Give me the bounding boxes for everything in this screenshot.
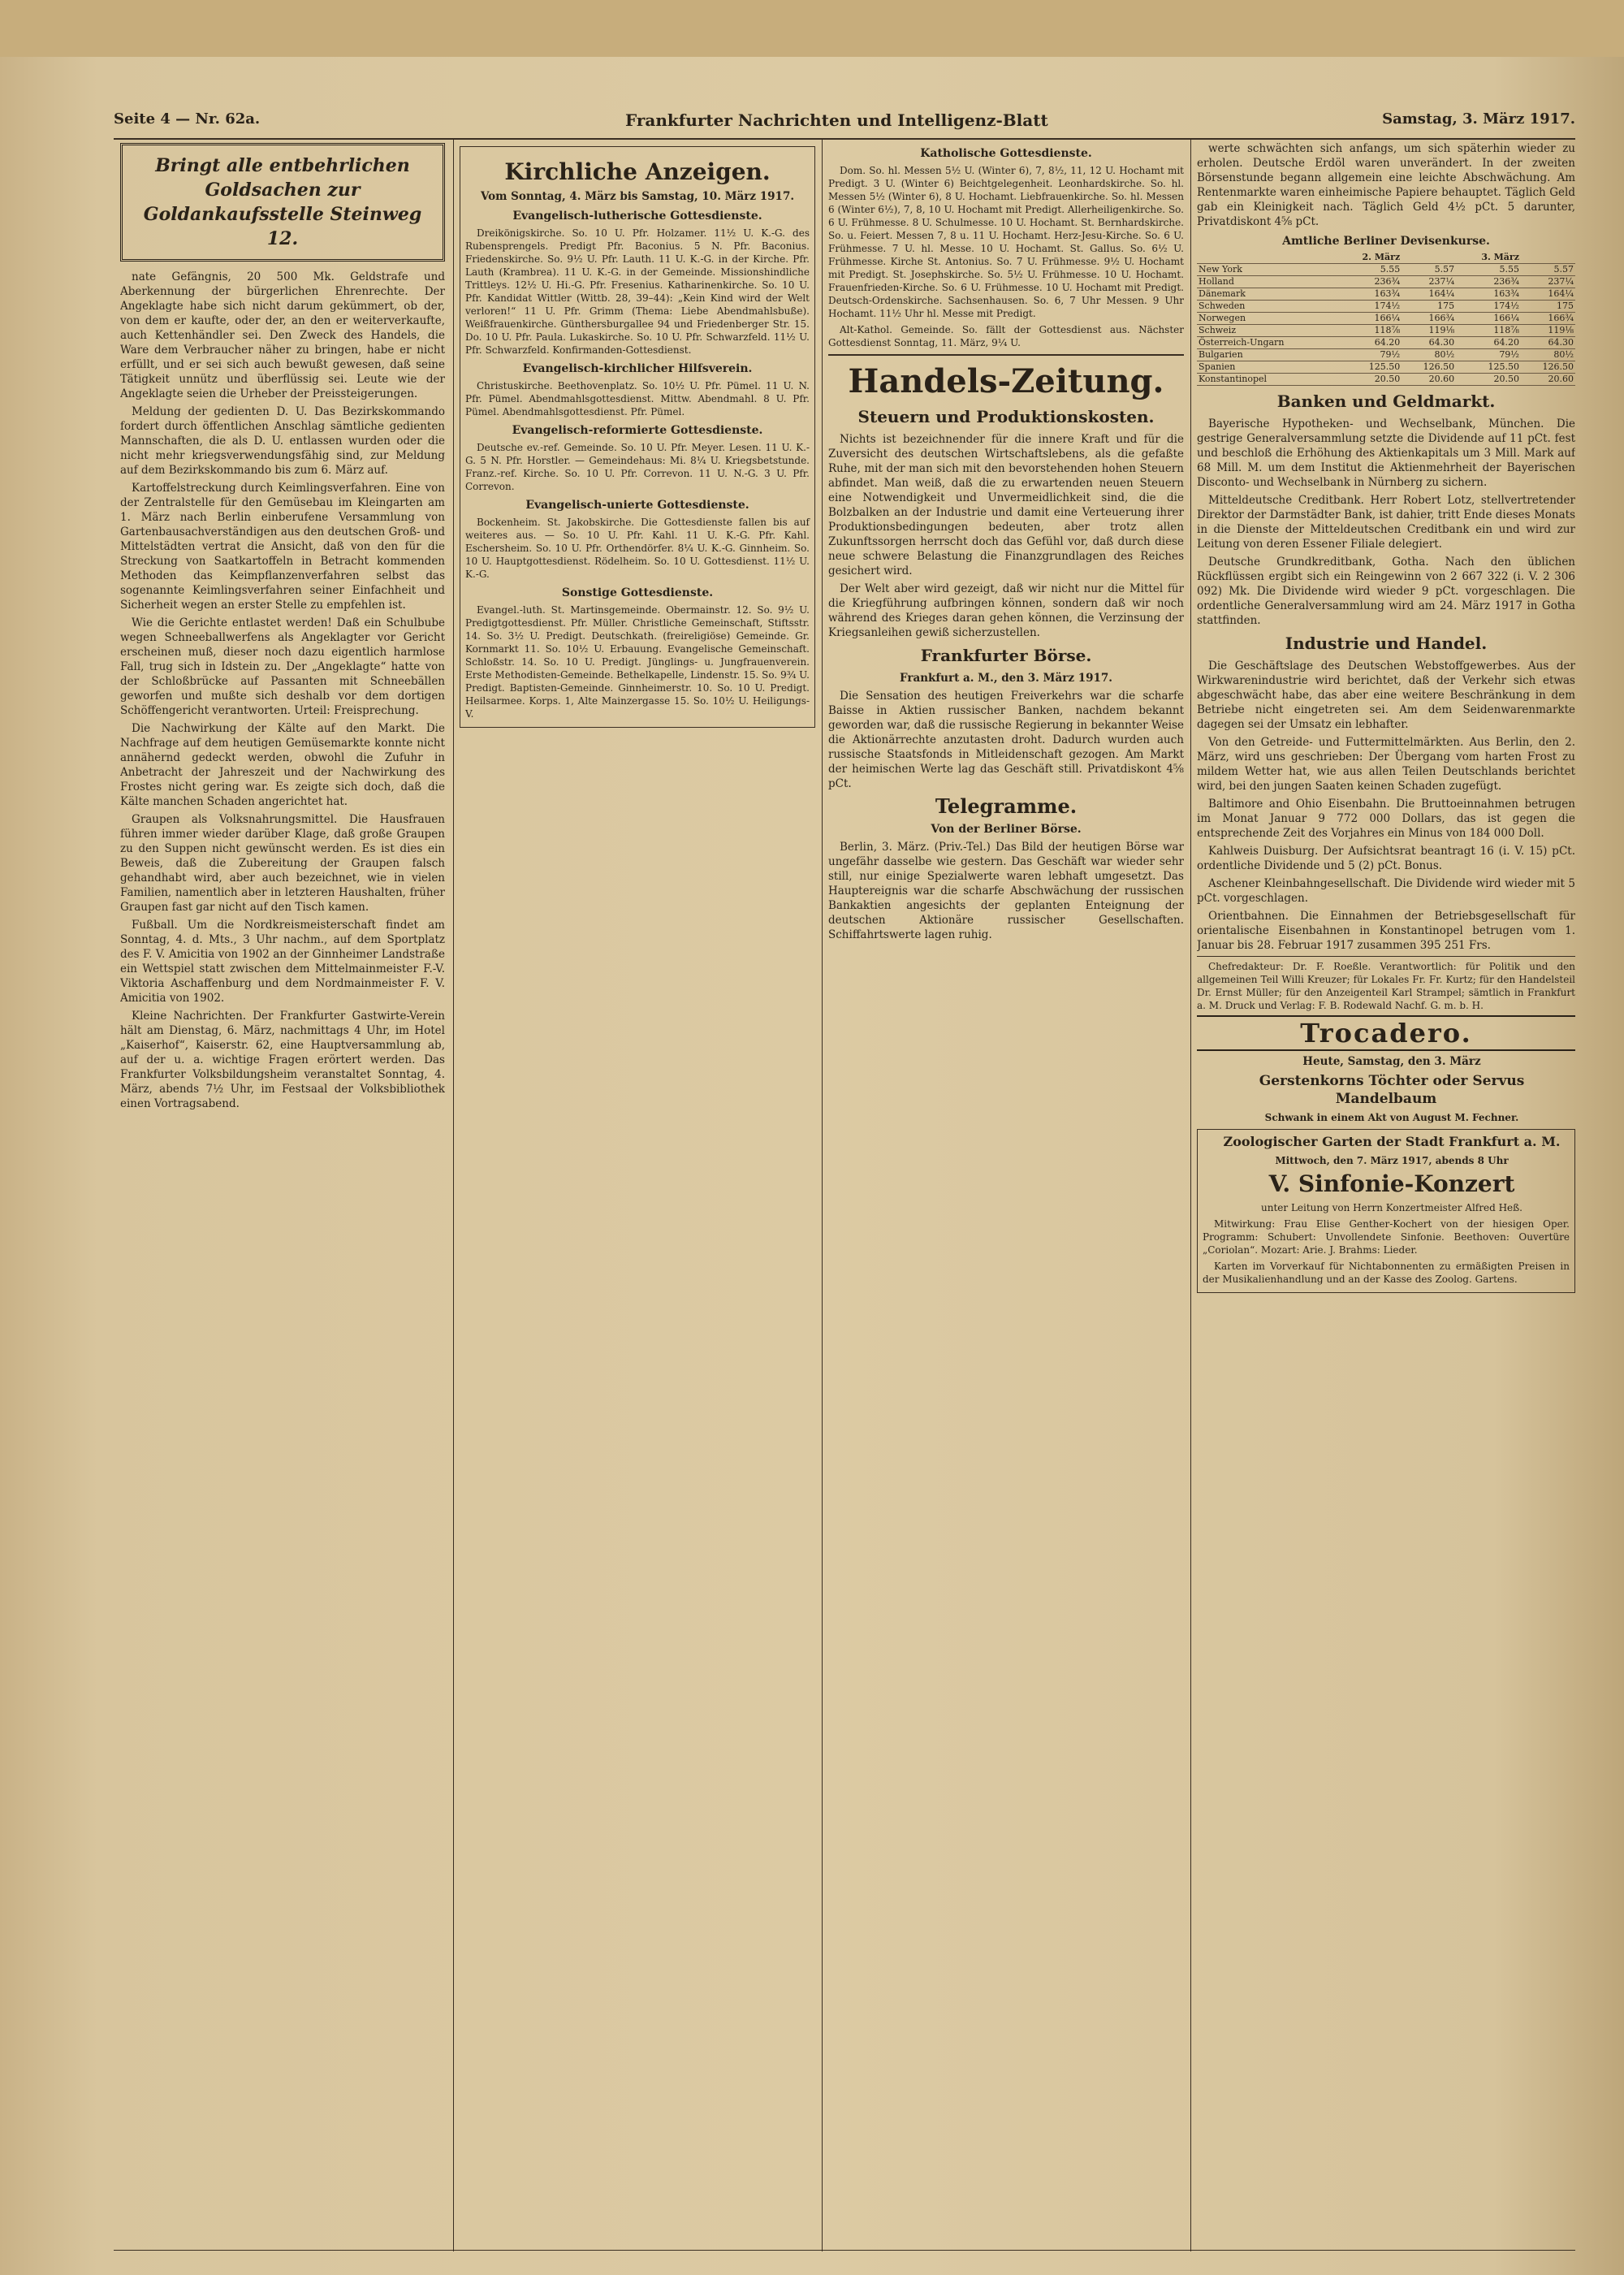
article-paragraph: werte schwächten sich anfangs, um sich späterhin wieder zu erholen. Deutsche Erdöl waren unverändert. In der zweiten Börsenstunde begann allgemein eine leichte Abschwächung. Am Rentenmarkte waren einheimische Papiere behauptet. Täglich Geld gab ein Kleinigkeit nach. Täglich Geld 4½ pCt. 5 darunter, Privatdiskont 4⅝ pCt. <box>1197 142 1575 228</box>
trocadero-ad-title: Trocadero. <box>1197 1015 1575 1051</box>
telegram-subhead: Von der Berliner Börse. <box>931 823 1082 836</box>
section-text: Deutsche ev.-ref. Gemeinde. So. 10 U. Pfr. Meyer. Lesen. 11 U. K.-G. 5 N. Pfr. Horstler. — Gemeindehaus: Mi. 8¼ U. Kriegsbetstunde. Franz.-ref. Kirche. So. 10 U. Pfr. Correvon. 11 U. N.-G. 3 U. Pfr. Correvon. <box>465 442 810 492</box>
article-paragraph: Deutsche Grundkreditbank, Gotha. Nach den üblichen Rückflüssen ergibt sich ein Reingewinn von 2 667 322 (i. V. 2 306 092) Mk. Die Dividende wird wieder 9 pCt. vorgeschlagen. Die ordentliche Generalversammlung wird am 24. März 1917 in Gotha stattfinden. <box>1197 556 1575 627</box>
zoo-conductor: unter Leitung von Herrn Konzertmeister Alfred Heß. <box>1261 1202 1522 1213</box>
article-paragraph: Kahlweis Duisburg. Der Aufsichtsrat beantragt 16 (i. V. 15) pCt. ordentliche Dividende und 5 (2) pCt. Bonus. <box>1197 845 1575 872</box>
table-cell: 64.20 <box>1337 337 1402 349</box>
table-row <box>1197 264 1575 276</box>
table-cell: 119⅛ <box>1521 325 1575 337</box>
table-cell: 237¼ <box>1402 276 1456 288</box>
column-divider <box>822 140 823 2251</box>
impressum: Chefredakteur: Dr. F. Roeßle. Verantwortlich: für Politik und den allgemeinen Teil Willi Kreuzer; für Lokales Fr. Fr. Kurtz; für den Handelsteil Dr. Ernst Müller; für den Anzeigenteil Karl Strampel; sämtlich in Frankfurt a. M. Druck und Verlag: F. B. Rodewald Nachf. G. m. b. H. <box>1197 956 1575 1012</box>
zoo-date: Mittwoch, den 7. März 1917, abends 8 Uhr <box>1275 1155 1509 1166</box>
boerse-date: Frankfurt a. M., den 3. März 1917. <box>899 672 1113 685</box>
table-cell: 164¼ <box>1521 288 1575 301</box>
altkatholic-text: Alt-Kathol. Gemeinde. So. fällt der Gottesdienst aus. Nächster Gottesdienst Sonntag, 11. März, 9¼ U. <box>828 324 1184 348</box>
section-text: Bockenheim. St. Jakobskirche. Die Gottesdienste fallen bis auf weiteres aus. — So. 10 U. Pfr. Kahl. 11 U. K.-G. Pfr. Kahl. Eschersheim. So. 10 U. Pfr. Orthendörfer. 8¼ U. K.-G. Ginnheim. So. 10 U. Hauptgottesdienst. Rödelheim. So. 10 U. Gottesdienst. 11½ U. K.-G. <box>465 517 810 580</box>
page-bottom-rule <box>114 2250 1575 2251</box>
article-paragraph: Baltimore and Ohio Eisenbahn. Die Bruttoeinnahmen betrugen im Monat Januar 9 772 000 Dollars, das ist gegen die entsprechende Zeit des Vorjahres ein Minus von 184 000 Doll. <box>1197 798 1575 840</box>
article-headline: Steuern und Produktionskosten. <box>857 407 1155 426</box>
table-cell: 20.60 <box>1402 374 1456 386</box>
table-cell: 163¾ <box>1456 288 1521 301</box>
table-cell: 174½ <box>1456 301 1521 313</box>
article-paragraph: Nichts ist bezeichnender für die innere Kraft und für die Zuversicht des deutschen Wirtschaftslebens, als die gefaßte Ruhe, mit der man sich mit den bevorstehenden hohen Steuern abfindet. Man weiß, daß die zu erwartenden neuen Steuern eine Notwendigkeit und Unvermeidlichkeit sind, die die Bolzbalken an der Industrie und damit eine Verteuerung ihrer Produktionsbedingungen bedeuten, aber trotz allen Zukunftssorgen herrscht doch das Gefühl vor, daß durch diese neue schwere Belastung die Finanzgrundlagen des Reiches gesichert wird. <box>828 433 1184 577</box>
table-cell: 236¾ <box>1337 276 1402 288</box>
table-header: 3. März <box>1456 252 1521 264</box>
table-cell: Konstantinopel <box>1197 374 1337 386</box>
table-cell: 166¾ <box>1402 313 1456 325</box>
boerse-headline: Frankfurter Börse. <box>920 646 1092 665</box>
catholic-text: Dom. So. hl. Messen 5½ U. (Winter 6), 7, 8½, 11, 12 U. Hochamt mit Predigt. 3 U. (Winter 6) Beichtgelegenheit. Leonhardskirche. So. hl. Messen 5½ (Winter 6), 8 U. Hochamt. Liebfrauenkirche. So. hl. Messen 6 (Winter 6½), 7, 8, 10 U. Hochamt mit Predigt. Allerheiligenkirche. So. 6 U. Frühmesse. 8 U. Schulmesse. 10 U. Hochamt. St. Bernhardskirche. So. u. Feiert. Messen 7, 8 u. 11 U. Hochamt. Herz-Jesu-Kirche. So. 6 U. Frühmesse. 7 U. hl. Messe. 10 U. Hochamt. St. Gallus. So. 6½ U. Frühmesse. Kirche St. Antonius. So. 7 U. Frühmesse. 9½ U. Hochamt mit Predigt. St. Josephskirche. So. 5½ U. Frühmesse. 10 U. Hochamt. Frauenfrieden-Kirche. So. 6 U. Frühmesse. 10 U. Hochamt mit Predigt. Deutsch-Ordenskirche. Sachsenhausen. So. 6, 7 Uhr Messen. 9 Uhr Hochamt. 11½ Uhr hl. Messe mit Predigt. <box>828 165 1184 319</box>
article-paragraph: nate Gefängnis, 20 500 Mk. Geldstrafe und Aberkennung der bürgerlichen Ehrenrechte. Der Angeklagte habe sich nicht darum gekümmert, ob der, von dem er kaufte, oder der, an den er weiterverkaufte, auch Kettenhändler sei. Den Zweck des Handels, die Ware dem Verbraucher näher zu bringen, habe er nicht erfüllt, und er sei sich auch bewußt gewesen, daß seine Tätigkeit unnütz und überflüssig sei. Leute wie der Angeklagte seien die Urheber der Preissteigerungen. <box>120 270 445 400</box>
header-page-number: Seite 4 — Nr. 62a. <box>114 110 261 128</box>
article-paragraph: Die Geschäftslage des Deutschen Webstoffgewerbes. Aus der Wirkwarenindustrie wird berichtet, daß der Verkehr sich etwas abgeschwächt habe, das aber eine weitere Beschränkung in dem Betriebe nicht eingetreten sei. Am dem Seidenwarenmarkte dagegen sei der Umsatz ein lebhafter. <box>1197 660 1575 731</box>
table-cell: 20.50 <box>1337 374 1402 386</box>
article-paragraph: Der Welt aber wird gezeigt, daß wir nicht nur die Mittel für die Kriegführung aufbringen können, sondern daß wir noch während des Krieges daran gehen können, die Verzinsung der Kriegsanleihen gewiß sicherzustellen. <box>828 582 1184 639</box>
table-row <box>1197 325 1575 337</box>
table-cell: Dänemark <box>1197 288 1337 301</box>
table-cell: 166¼ <box>1337 313 1402 325</box>
telegram-headline: Telegramme. <box>935 794 1078 818</box>
gold-ad-box: Bringt alle entbehrlichen Goldsachen zur Goldankaufsstelle Steinweg 12. <box>120 143 445 262</box>
table-cell: 125.50 <box>1456 361 1521 374</box>
section-heading: Sonstige Gottesdienste. <box>561 586 714 599</box>
table-cell: 237¼ <box>1521 276 1575 288</box>
table-row <box>1197 313 1575 325</box>
table-cell: 118⅞ <box>1456 325 1521 337</box>
table-cell: 80½ <box>1402 349 1456 361</box>
section-heading: Evangelisch-unierte Gottesdienste. <box>525 499 749 512</box>
fx-table-body <box>1197 264 1575 386</box>
table-cell: Holland <box>1197 276 1337 288</box>
table-cell: New York <box>1197 264 1337 276</box>
table-cell: 126.50 <box>1402 361 1456 374</box>
table-header-row <box>1197 252 1575 264</box>
table-cell: 236¾ <box>1456 276 1521 288</box>
table-cell: Spanien <box>1197 361 1337 374</box>
table-cell: 20.60 <box>1521 374 1575 386</box>
boerse-text: Die Sensation des heutigen Freiverkehrs war die scharfe Baisse in Aktien russischer Banken, nachdem bekannt geworden war, daß die russische Regierung in bekannter Weise die Aktionärrechte anzutasten droht. Dadurch wurden auch russische Staatsfonds in Mitleidenschaft gezogen. Am Markt der heimischen Werte lag das Geschäft still. Privatdiskont 4⅝ pCt. <box>828 690 1184 790</box>
table-cell: 126.50 <box>1521 361 1575 374</box>
table-header <box>1402 252 1456 264</box>
trocadero-play-detail: Schwank in einem Akt von August M. Fechner. <box>1264 1112 1519 1123</box>
table-cell: Norwegen <box>1197 313 1337 325</box>
table-cell: Österreich-Ungarn <box>1197 337 1337 349</box>
article-paragraph: Kleine Nachrichten. Der Frankfurter Gastwirte-Verein hält am Dienstag, 6. März, nachmittags 4 Uhr, im Hotel „Kaiserhof“, Kaiserstr. 62, eine Hauptversammlung ab, auf der u. a. wichtige Fragen erörtert werden. Das Frankfurter Volksbildungsheim veranstaltet Sonntag, 4. März, abends 7½ Uhr, im Festsaal der Volksbibliothek einen Vortragsabend. <box>120 1010 445 1110</box>
column-church-notices <box>460 141 815 2245</box>
table-cell: 166¾ <box>1521 313 1575 325</box>
table-header <box>1197 252 1337 264</box>
column-local-news <box>120 141 445 2245</box>
bank-headline: Banken und Geldmarkt. <box>1276 391 1496 411</box>
table-row <box>1197 349 1575 361</box>
zoo-tickets: Karten im Vorverkauf für Nichtabonnenten zu ermäßigten Preisen in der Musikalienhandlung und an der Kasse des Zoolog. Gartens. <box>1203 1261 1570 1285</box>
table-cell: 64.20 <box>1456 337 1521 349</box>
section-text: Evangel.-luth. St. Martinsgemeinde. Obermainstr. 12. So. 9½ U. Predigtgottesdienst. Pfr. Müller. Christliche Gemeinschaft, Stiftsstr. 14. So. 3½ U. Predigt. Deutschkath. (freireligiöse) Gemeinde. Gr. Kornmarkt 11. So. 10½ U. Erbauung. Evangelische Gemeinschaft. Schloßstr. 14. So. 10 U. Predigt. Jünglings- u. Jungfrauenverein. Erste Methodisten-Gemeinde. Bethelkapelle, Lindenstr. 15. So. 9¾ U. Predigt. Baptisten-Gemeinde. Ginnheimerstr. 10. So. 10 U. Predigt. Heilsarmee. Korps. 1, Alte Mainzergasse 15. So. 10½ U. Heiligungs-V. <box>465 604 810 720</box>
section-heading: Evangelisch-lutherische Gottesdienste. <box>512 210 762 223</box>
article-paragraph: Aschener Kleinbahngesellschaft. Die Dividende wird wieder mit 5 pCt. vorgeschlagen. <box>1197 877 1575 905</box>
table-cell: 5.57 <box>1402 264 1456 276</box>
table-row <box>1197 301 1575 313</box>
header-rule <box>114 138 1575 140</box>
article-paragraph: Bayerische Hypotheken- und Wechselbank, München. Die gestrige Generalversammlung setzte die Dividende auf 11 pCt. fest und beschloß die Erhöhung des Aktienkapitals um 3 Mill. Mark auf 68 Mill. M. um dem Institut die Aktienmehrheit der Bayerischen Disconto- und Wechselbank in Nürnberg zu sichern. <box>1197 417 1575 489</box>
zoo-program: Mitwirkung: Frau Elise Genther-Kochert von der hiesigen Oper. Programm: Schubert: Unvollendete Sinfonie. Beethoven: Ouvertüre „Coriolan“. Mozart: Arie. J. Brahms: Lieder. <box>1203 1218 1570 1256</box>
table-cell: 163¾ <box>1337 288 1402 301</box>
column-commerce <box>828 141 1184 2245</box>
table-cell: 64.30 <box>1402 337 1456 349</box>
table-cell: 119⅛ <box>1402 325 1456 337</box>
table-row <box>1197 374 1575 386</box>
table-row <box>1197 361 1575 374</box>
table-cell: Schweiz <box>1197 325 1337 337</box>
industry-headline: Industrie und Handel. <box>1285 634 1488 653</box>
header-masthead: Frankfurter Nachrichten und Intelligenz-Blatt <box>625 110 1048 130</box>
fx-heading: Amtliche Berliner Devisenkurse. <box>1282 235 1490 248</box>
article-paragraph: Mitteldeutsche Creditbank. Herr Robert Lotz, stellvertretender Direktor der Darmstädter Bank, ist dahier, tritt Ende dieses Monats in die Dienste der Mitteldeutschen Creditbank ein und wird zur Leitung von deren Essener Filiale delegiert. <box>1197 494 1575 551</box>
church-date: Vom Sonntag, 4. März bis Samstag, 10. März 1917. <box>480 190 795 203</box>
article-paragraph: Von den Getreide- und Futtermittelmärkten. Aus Berlin, den 2. März, wird uns geschrieben: Der Übergang vom harten Frost zu mildem Wetter hat, wie aus allen Teilen Deutschlands berichtet wird, bei den jungen Saaten keinen Schaden zugefügt. <box>1197 736 1575 793</box>
table-cell: 5.55 <box>1337 264 1402 276</box>
trocadero-date: Heute, Samstag, den 3. März <box>1302 1055 1481 1068</box>
table-cell: 79½ <box>1456 349 1521 361</box>
table-cell: 164¼ <box>1402 288 1456 301</box>
trocadero-play: Gerstenkorns Töchter oder Servus Mandelbaum <box>1259 1073 1525 1107</box>
section-rule <box>828 354 1184 356</box>
table-row <box>1197 288 1575 301</box>
table-cell: 118⅞ <box>1337 325 1402 337</box>
table-cell: 175 <box>1521 301 1575 313</box>
article-paragraph: Die Nachwirkung der Kälte auf den Markt. Die Nachfrage auf dem heutigen Gemüsemarkte konnte nicht annähernd gedeckt werden, obwohl die Zufuhr in Anbetracht der Jahreszeit und der Nachwirkung des Frostes nicht gering war. Es zeigte sich doch, daß die Kälte manchen Schaden angerichtet hat. <box>120 722 445 808</box>
table-cell: 174½ <box>1337 301 1402 313</box>
table-cell: 80½ <box>1521 349 1575 361</box>
church-notices-box <box>460 146 815 728</box>
table-row <box>1197 276 1575 288</box>
table-header: 2. März <box>1337 252 1402 264</box>
zoo-concert-title: V. Sinfonie-Konzert <box>1268 1170 1515 1197</box>
scan-edge <box>0 0 1624 57</box>
column-markets <box>1197 141 1575 2245</box>
table-cell: 125.50 <box>1337 361 1402 374</box>
column-divider <box>1190 140 1191 2251</box>
article-paragraph: Meldung der gedienten D. U. Das Bezirkskommando fordert durch öffentlichen Anschlag sämtliche gedienten Mannschaften, die als D. U. entlassen wurden oder die nicht mehr kriegsverwendungsfähig sind, zur Meldung auf dem Bezirkskommando bis zum 6. März auf. <box>120 405 445 477</box>
article-paragraph: Graupen als Volksnahrungsmittel. Die Hausfrauen führen immer wieder darüber Klage, daß große Graupen zu den Suppen nicht gewünscht werden. Es ist dies ein Beweis, daß die Zubereitung der Graupen falsch gehandhabt wird, aber auch bezeichnet, wie in vielen Familien, namentlich aber in letzteren Haushalten, früher Graupen fast gar nicht auf den Tisch kamen. <box>120 813 445 914</box>
fx-table <box>1197 252 1575 386</box>
table-cell: 79½ <box>1337 349 1402 361</box>
handels-zeitung-title: Handels-Zeitung. <box>848 362 1164 400</box>
table-cell: 64.30 <box>1521 337 1575 349</box>
table-cell: 5.55 <box>1456 264 1521 276</box>
section-heading: Evangelisch-reformierte Gottesdienste. <box>512 424 763 437</box>
table-cell: 5.57 <box>1521 264 1575 276</box>
table-header <box>1521 252 1575 264</box>
church-title: Kirchliche Anzeigen. <box>504 158 771 185</box>
table-cell: Bulgarien <box>1197 349 1337 361</box>
catholic-heading: Katholische Gottesdienste. <box>920 147 1092 160</box>
column-divider <box>453 140 454 2251</box>
telegram-text: Berlin, 3. März. (Priv.-Tel.) Das Bild der heutigen Börse war ungefähr dasselbe wie gestern. Das Geschäft war wieder sehr still, nur einige Spezialwerte waren lebhaft umgesetzt. Das Hauptereignis war die scharfe Abschwächung der russischen Bankaktien angesichts der geplanten Enteignung der deutschen Aktionäre russischer Gesellschaften. Schiffahrtswerte lagen ruhig. <box>828 841 1184 941</box>
section-text: Dreikönigskirche. So. 10 U. Pfr. Holzamer. 11½ U. K.-G. des Rubensprengels. Predigt Pfr. Baconius. 5 N. Pfr. Baconius. Friedenskirche. So. 9½ U. Pfr. Lauth. 11 U. K.-G. in der Kirche. Pfr. Lauth (Krambrea). 11 U. K.-G. in der Gemeinde. Missionshindliche Trittleys. 12½ U. Hi.-G. Pfr. Fresenius. Katharinenkirche. So. 10 U. Pfr. Kandidat Wittler (Wittb. 28, 39–44): „Kein Kind wird der Welt verloren!“ 11 U. Pfr. Grimm (Thema: Liebe Abendmahlsbuße). Weißfrauenkirche. Günthersburgallee 94 und Friedenberger Str. 15. Do. 10 U. Pfr. Paula. Lukaskirche. So. 10 U. Pfr. Schwarzfeld. 11½ U. Pfr. Schwarzfeld. Konfirmanden-Gottesdienst. <box>465 227 810 356</box>
section-text: Christuskirche. Beethovenplatz. So. 10½ U. Pfr. Pümel. 11 U. N. Pfr. Pümel. Abendmahlsgottesdienst. Mittw. Abendmahl. 8 U. Pfr. Pümel. Abendmahlsgottesdienst. Pfr. Pümel. <box>465 380 810 417</box>
section-heading: Evangelisch-kirchlicher Hilfsverein. <box>522 362 753 375</box>
page-header <box>114 104 1575 136</box>
table-cell: 20.50 <box>1456 374 1521 386</box>
header-date: Samstag, 3. März 1917. <box>1382 110 1575 128</box>
zoo-title: Zoologischer Garten der Stadt Frankfurt a. M. <box>1223 1134 1561 1149</box>
table-cell: 166¼ <box>1456 313 1521 325</box>
table-cell: 175 <box>1402 301 1456 313</box>
article-paragraph: Kartoffelstreckung durch Keimlingsverfahren. Eine von der Zentralstelle für den Gemüsebau im Kleingarten am 1. März nach Berlin einberufene Versammlung von Gartenbausachverständigen aus den deutschen Groß- und Mittelstädten vertrat die Ansicht, daß von den für die Streckung von Saatkartoffeln in Betracht kommenden Methoden das Keimpflanzenverfahren selbst das sogenannte Keimlingsverfahren seiner Einfachheit und Sicherheit wegen an erster Stelle zu empfehlen ist. <box>120 482 445 612</box>
table-row <box>1197 337 1575 349</box>
article-paragraph: Orientbahnen. Die Einnahmen der Betriebsgesellschaft für orientalische Eisenbahnen in Konstantinopel betrugen vom 1. Januar bis 28. Februar 1917 zusammen 395 251 Frs. <box>1197 910 1575 952</box>
zoo-concert-ad <box>1197 1129 1575 1293</box>
table-cell: Schweden <box>1197 301 1337 313</box>
article-paragraph: Fußball. Um die Nordkreismeisterschaft findet am Sonntag, 4. d. Mts., 3 Uhr nachm., auf dem Sportplatz des F. V. Amicitia von 1902 an der Ginnheimer Landstraße ein Wettspiel statt zwischen dem Mittelmainmeister F.-V. Viktoria Aschaffenburg und dem Nordmainmeister F. V. Amicitia von 1902. <box>120 919 445 1005</box>
article-paragraph: Wie die Gerichte entlastet werden! Daß ein Schulbube wegen Schneeballwerfens als Angeklagter vor Gericht erscheinen muß, dieser noch dazu eigentlich harmlose Fall, trug sich in Idstein zu. Der „Angeklagte“ hatte von der Schloßbrücke auf Passanten mit Schneebällen geworfen und mußte sich deshalb vor dem dortigen Schöffengericht verantworten. Urteil: Freisprechung. <box>120 616 445 717</box>
